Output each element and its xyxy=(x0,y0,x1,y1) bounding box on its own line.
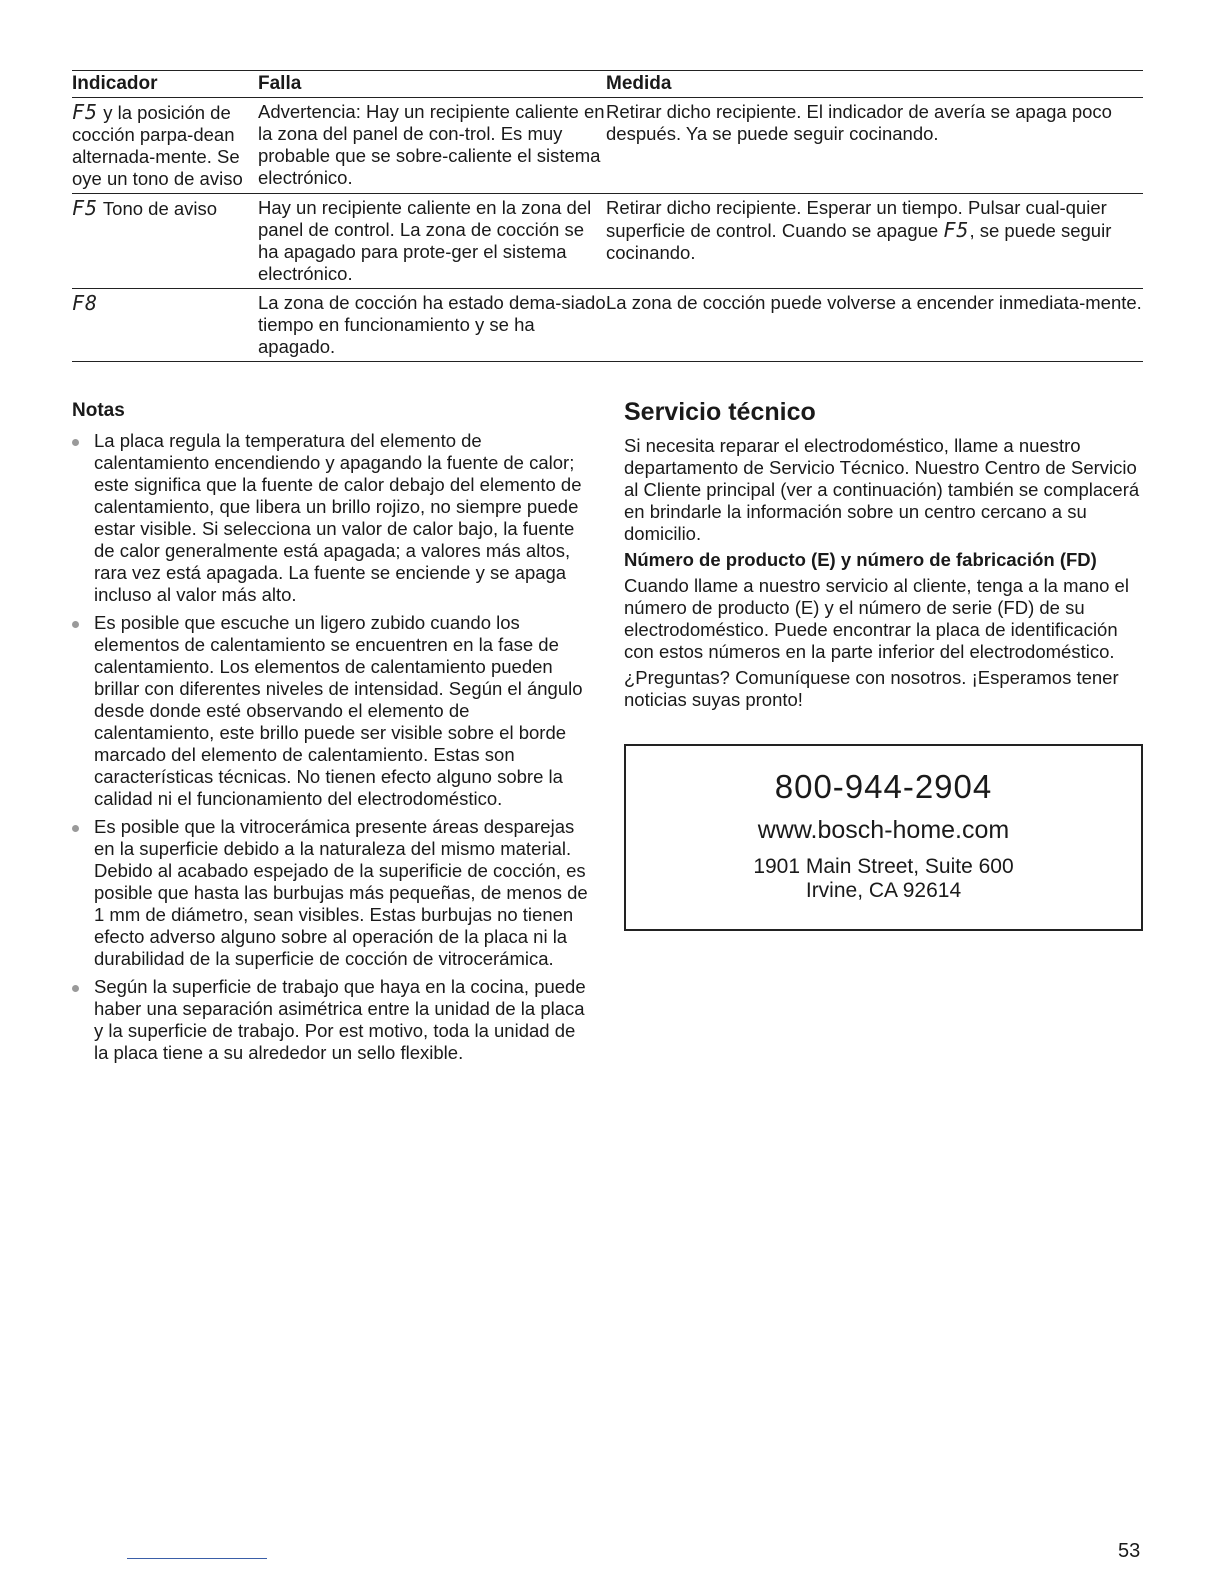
indicator-cell xyxy=(72,292,258,358)
product-number-heading: Número de producto (E) y número de fabricación (FD) xyxy=(624,549,1097,570)
measure-cell: Retirar dicho recipiente. El indicador de avería se apaga poco después. Ya se puede seguir cocinando. xyxy=(606,101,1112,144)
phone-number: 800-944-2904 xyxy=(774,768,993,805)
indicator-text: Tono de aviso xyxy=(102,198,218,219)
service-intro: Si necesita reparar el electrodoméstico, llame a nuestro departamento de Servicio Técnico. Nuestro Centro de Servicio al Cliente principal (ver a continuación) también se complacerá en brindarle la información sobre un centro cercano a su domicilio. xyxy=(624,435,1140,544)
fault-cell: La zona de cocción ha estado dema-siado tiempo en funcionamiento y se ha apagado. xyxy=(258,292,606,357)
indicator-text: y la posición de cocción parpa-dean alternada-mente. Se oye un tono de aviso xyxy=(72,102,243,189)
fault-code-display: F5 xyxy=(72,100,99,124)
note-text: Según la superficie de trabajo que haya en la cocina, puede haber una separación asimétrica entre la unidad de la placa y la superficie de trabajo. Por est motivo, toda la unidad de la placa tiene a su alrededor un sello flexible. xyxy=(94,976,586,1063)
fault-code-display: F5 xyxy=(943,218,970,242)
header-indicator: Indicador xyxy=(72,73,158,94)
list-item xyxy=(72,430,592,606)
table-row xyxy=(72,289,1143,361)
fault-code-display: F8 xyxy=(72,291,99,315)
header-measure: Medida xyxy=(606,73,672,94)
page-number: 53 xyxy=(1118,1540,1141,1562)
fault-code-display: F5 xyxy=(72,196,99,220)
fault-cell: Advertencia: Hay un recipiente caliente en la zona del panel de con-trol. Es muy probable que se sobre-caliente el sistema electrónico. xyxy=(258,101,605,188)
note-text: La placa regula la temperatura del elemento de calentamiento encendiendo y apagando la fuente de calor; este significa que la fuente de calor debajo del elemento de calentamiento, que libera un brillo rojizo, no siempre puede estar visible. Si selecciona un valor de calor bajo, la fuente de calor generalmente está apagada; a valores más altos, rara vez está apagada. La fuente se enciende y se apaga incluso al valor más alto. xyxy=(94,430,582,605)
bullet-icon xyxy=(72,439,79,446)
address-line: Irvine, CA 92614 xyxy=(805,879,962,902)
indicator-cell xyxy=(72,101,258,190)
table-row xyxy=(72,194,1143,289)
footer-divider xyxy=(127,1558,267,1559)
bullet-icon xyxy=(72,621,79,628)
service-title: Servicio técnico xyxy=(624,398,816,426)
measure-cell xyxy=(606,197,1143,285)
table-header xyxy=(72,71,1143,98)
fault-table xyxy=(72,70,1143,362)
table-row xyxy=(72,98,1143,194)
indicator-cell xyxy=(72,197,258,285)
questions-text: ¿Preguntas? Comuníquese con nosotros. ¡Esperamos tener noticias suyas pronto! xyxy=(624,667,1119,710)
website-link[interactable]: www.bosch-home.com xyxy=(757,816,1010,844)
list-item xyxy=(72,612,592,810)
list-item xyxy=(72,976,592,1064)
service-section xyxy=(624,398,1144,715)
measure-text: , se puede seguir cocinando. xyxy=(606,220,1112,263)
bullet-icon xyxy=(72,985,79,992)
contact-box xyxy=(624,744,1143,931)
list-item xyxy=(72,816,592,970)
note-text: Es posible que la vitrocerámica presente áreas desparejas en la superficie debido a la naturaleza del mismo material. Debido al acabado espejado de la superificie de cocción, es posible que hasta las burbujas más pequeñas, de menos de 1 mm de diámetro, sean visibles. Estas burbujas no tienen efecto adverso alguno sobre al operación de la placa ni la durabilidad de la superficie de cocción de vitrocerámica. xyxy=(94,816,588,969)
notes-section xyxy=(72,400,592,1070)
product-number-text: Cuando llame a nuestro servicio al cliente, tenga a la mano el número de producto (E) y el número de serie (FD) de su electrodoméstico. Puede encontrar la placa de identificación con estos números en la parte inferior del electrodoméstico. xyxy=(624,575,1129,662)
notes-list xyxy=(72,430,592,1064)
fault-cell: Hay un recipiente caliente en la zona del panel de control. La zona de cocción se ha apagado para prote-ger el sistema electrónico. xyxy=(258,197,592,284)
notes-title: Notas xyxy=(72,400,125,421)
address xyxy=(626,855,1141,903)
note-text: Es posible que escuche un ligero zubido cuando los elementos de calentamiento se encuentren en la fase de calentamiento. Los elementos de calentamiento pueden brillar con diferentes niveles de intensidad. Según el ángulo desde donde esté observando el elemento de calentamiento, este brillo puede ser visible sobre el borde marcado del elemento de calentamiento. Estas son características técnicas. No tienen efecto alguno sobre la calidad ni el funcionamiento del electrodoméstico. xyxy=(94,612,583,809)
measure-text: Retirar dicho recipiente. Esperar un tiempo. Pulsar cual-quier superficie de control. Cuando se apague xyxy=(606,197,1107,241)
bullet-icon xyxy=(72,825,79,832)
address-line: 1901 Main Street, Suite 600 xyxy=(753,855,1014,878)
measure-cell: La zona de cocción puede volverse a encender inmediata-mente. xyxy=(606,292,1142,313)
header-fault: Falla xyxy=(258,73,302,94)
